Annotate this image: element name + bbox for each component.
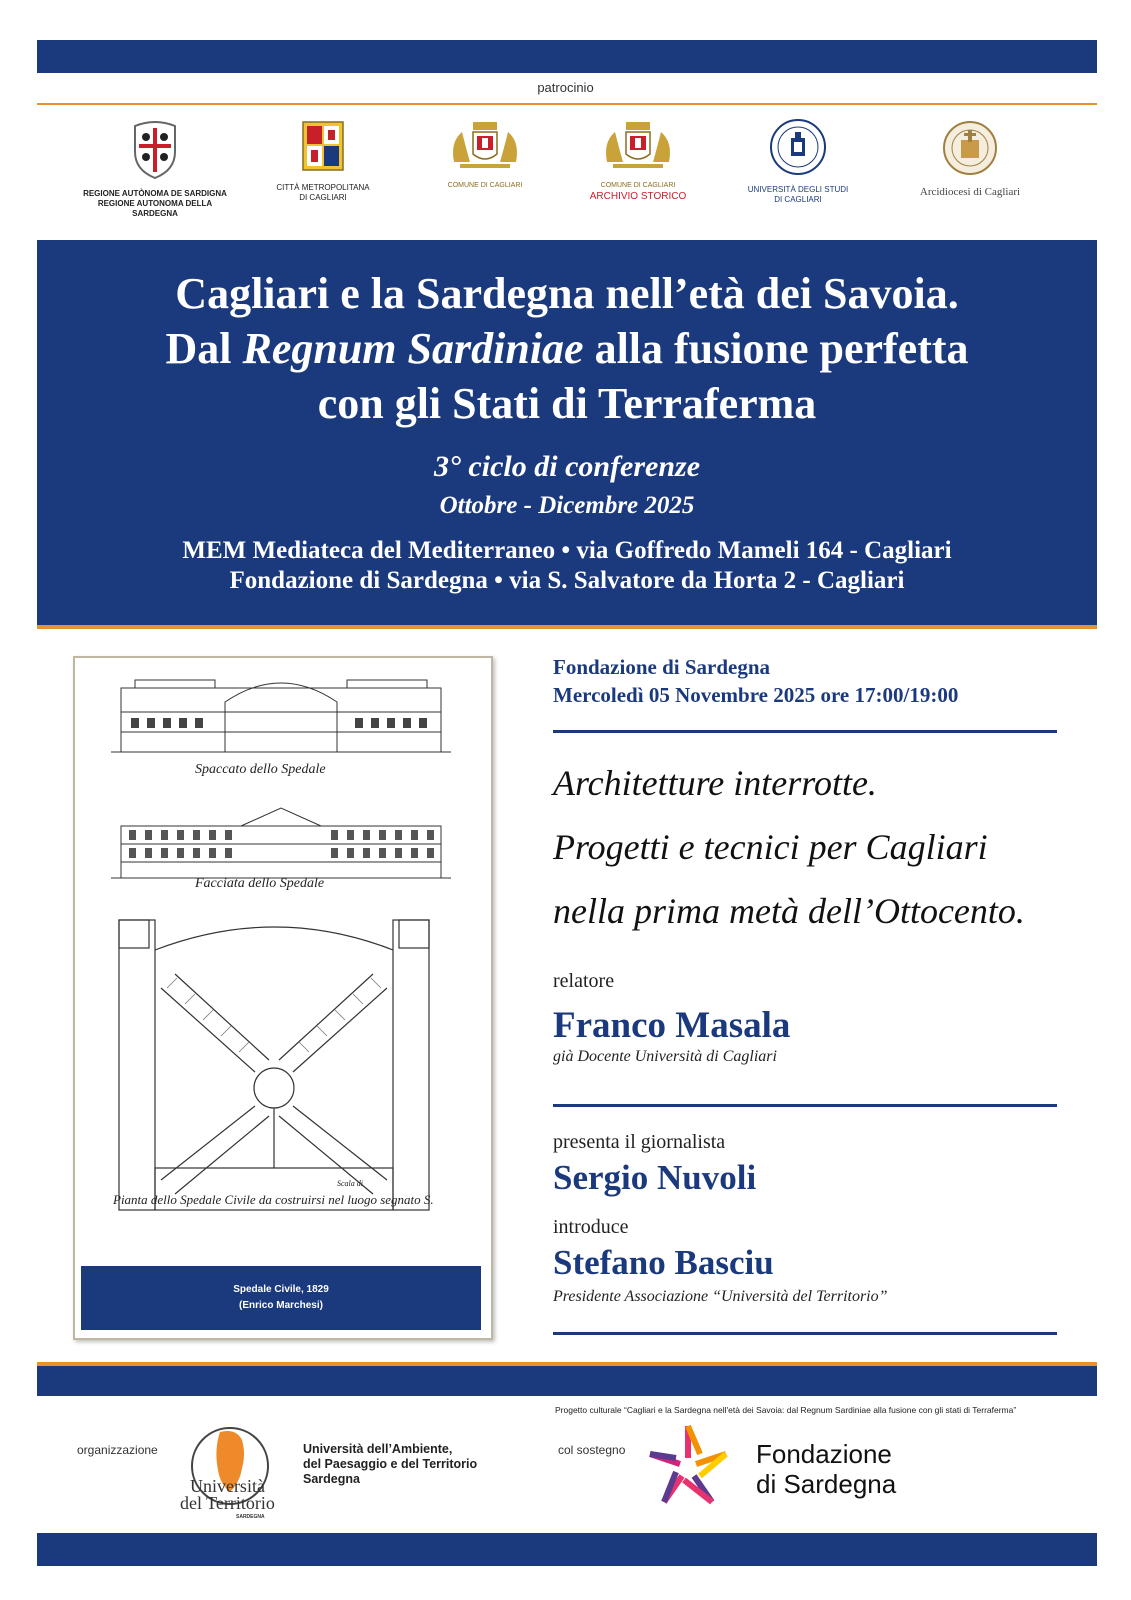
conference-cycle: 3° ciclo di conferenze [433,450,701,483]
plan-label: Pianta dello Spedale Civile da costruirsi nel luogo segnato S. [113,1192,434,1207]
talk-title-line-2: Progetti e tecnici per Cagliari [553,827,988,867]
facade-label: Facciata dello Spedale [195,876,325,891]
logo-arcidiocesi [905,118,1035,197]
sponsor-name-line-2: di Sardegna [756,1469,897,1499]
divider [553,1104,1057,1107]
logo-regione-sardegna [80,118,230,219]
event-datetime: Mercoledì 05 Novembre 2025 ore 17:00/19:00 [553,683,959,707]
architectural-drawing [73,656,493,1340]
logo-caption: DI CAGLIARI [299,193,347,202]
logo-universita-cagliari [738,118,858,205]
venue-line-1: MEM Mediateca del Mediterraneo • via Goffredo Mameli 164 - Cagliari [182,537,952,564]
logo-caption: UNIVERSITÀ DEGLI STUDI [747,185,849,194]
organizer-name-line: Sardegna [303,1472,360,1486]
project-note: Progetto culturale “Cagliari e la Sardegna nell'età dei Savoia: dal Regnum Sardiniae alla fusione con gli stati di Terraferma” [555,1405,1017,1415]
introducer-role: introduce [553,1216,629,1238]
sponsor-label: col sostegno [558,1443,626,1457]
introducer-affiliation: Presidente Associazione “Università del Territorio” [553,1288,888,1305]
organizer-logo-text [180,1478,275,1512]
divider [553,730,1057,733]
event-venue: Fondazione di Sardegna [553,655,771,679]
top-band [37,40,1097,73]
archivio-storico-crest-icon [593,118,683,172]
introducer-name: Stefano Basciu [553,1243,774,1282]
title-line-1: Cagliari e la Sardegna nell’età dei Savoia. [175,269,959,318]
logo-caption: COMUNE DI CAGLIARI [600,182,676,189]
logo-citta-metropolitana [268,118,378,203]
patronage-label: patrocinio [537,80,594,95]
bottom-band [37,1366,1097,1396]
logo-caption: DI CAGLIARI [774,195,822,204]
logo-caption: REGIONE AUTÒNOMA DE SARDIGNA [83,189,227,198]
conference-period: Ottobre - Dicembre 2025 [439,492,695,519]
organizer-logo-line-2: del Territorio [180,1493,275,1513]
top-divider [37,103,1097,105]
logo-archivio-storico [583,118,693,202]
talk-title-line-1: Architetture interrotte. [553,763,877,803]
organizer-logo-line-1: Università [189,1476,265,1496]
universita-cagliari-seal-icon [769,118,827,176]
venue-line-2: Fondazione di Sardegna • via S. Salvatore da Horta 2 - Cagliari [229,567,905,594]
scale-label: Scala di [337,1179,363,1188]
organizer-name-line: Università dell’Ambiente, [303,1442,453,1456]
logo-caption: CITTÀ METROPOLITANA [276,183,370,192]
speaker-role: relatore [553,970,615,992]
sponsor-name-line-1: Fondazione [756,1439,892,1469]
logo-caption: REGIONE AUTONOMA DELLA SARDEGNA [97,199,213,218]
title-line-2-italic: Regnum Sardiniae [242,324,584,373]
image-caption [81,1266,481,1330]
organizer-name [303,1442,477,1487]
presenter-name: Sergio Nuvoli [553,1158,757,1197]
divider [553,1332,1057,1335]
organizer-name-line: del Paesaggio e del Territorio [303,1457,478,1471]
regione-sardegna-crest-icon [127,118,183,180]
arcidiocesi-crest-icon [943,118,997,178]
sponsor-name [756,1439,896,1499]
presenter-role: presenta il giornalista [553,1131,726,1153]
comune-cagliari-crest-icon [440,118,530,172]
fondazione-sardegna-logo-icon [640,1418,736,1514]
section-label: Spaccato dello Spedale [195,762,326,777]
title-panel-underline [37,625,1097,629]
speaker-name: Franco Masala [553,1005,791,1046]
footer-band [37,1533,1097,1566]
hospital-drawing-illustration [75,658,491,1258]
logo-caption: Arcidiocesi di Cagliari [919,186,1021,198]
title-line-2-post: alla fusione perfetta [583,324,969,373]
title-line-2-pre: Dal [165,324,243,373]
title-line-2 [37,323,1097,374]
organizer-logo-small: SARDEGNA [236,1514,265,1520]
title-line-3: con gli Stati di Terraferma [317,379,817,428]
logo-comune-cagliari [430,118,540,191]
caption-author: (Enrico Marchesi) [239,1300,323,1311]
organizer-label: organizzazione [77,1443,158,1457]
logo-caption: ARCHIVIO STORICO [589,191,687,202]
caption-title: Spedale Civile, 1829 [233,1284,329,1295]
logo-caption: COMUNE DI CAGLIARI [447,182,523,189]
talk-title-line-3: nella prima metà dell’Ottocento. [553,891,1025,931]
citta-metropolitana-crest-icon [301,118,345,174]
speaker-affiliation: già Docente Università di Cagliari [553,1048,777,1065]
